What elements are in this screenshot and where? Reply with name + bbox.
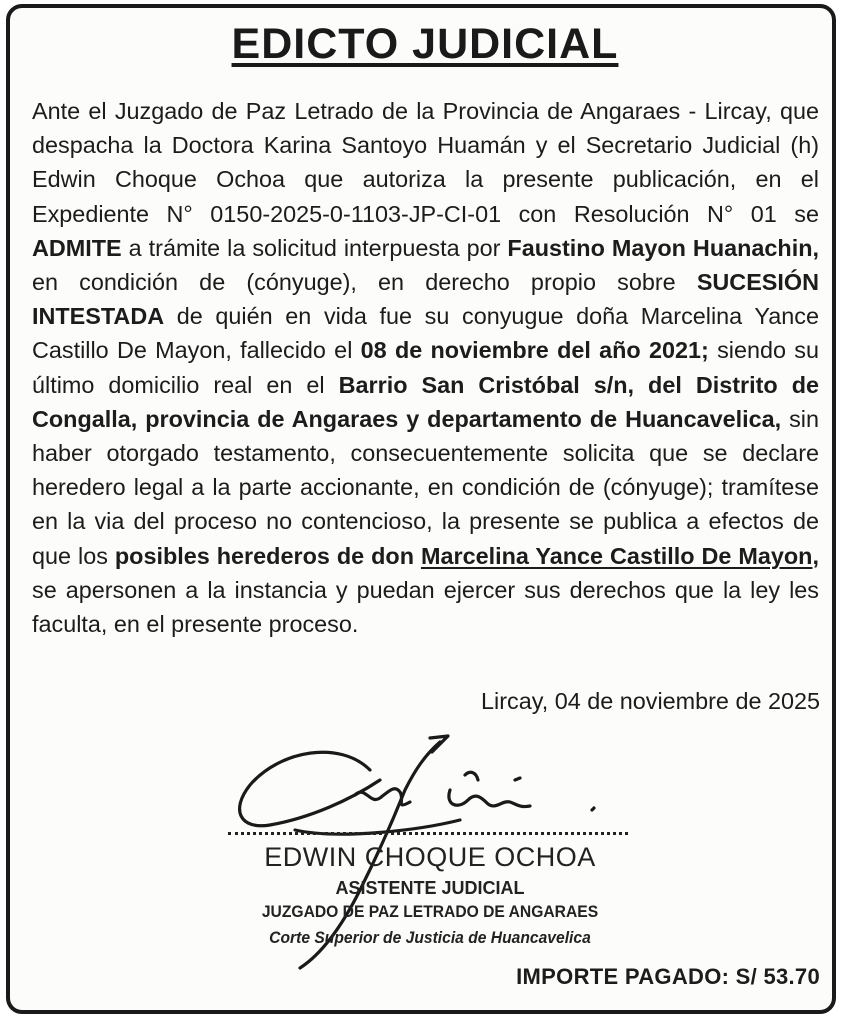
body-bold-deceased	[421, 543, 813, 569]
body-bold-sucesion: SUCESIÓN INTESTADA	[32, 269, 819, 330]
title-text: EDICTO JUDICIAL	[231, 20, 619, 68]
seal-superior-court: Corte Superior de Justicia de Huancavelica	[269, 928, 591, 947]
seal-name: EDWIN CHOQUE OCHOA	[264, 842, 596, 872]
body-bold-applicant: Faustino Mayon Huanachin,	[507, 234, 820, 261]
seal-court: JUZGADO DE PAZ LETRADO DE ANGARAES	[261, 902, 599, 921]
body-bold-address: Barrio San Cristóbal s/n, del Distrito de Congalla, provincia de Angaraes y departamento de Huancavelica,	[32, 371, 819, 432]
body-text-6: sin haber otorgado testamento, consecuentemente solicita que se declare heredero legal a la parte accionante, en condición de (cónyuge); tramítese en la via del proceso no contencioso, la presente se publica a efectos de que los	[32, 405, 820, 569]
body-bold-admite: ADMITE	[32, 234, 122, 261]
seal-dotted-line	[228, 832, 628, 835]
payment-amount: IMPORTE PAGADO: S/ 53.70	[516, 964, 820, 989]
body-text-7: se apersonen a la instancia y puedan ejercer sus derechos que la ley les faculta, en el presente proceso.	[32, 576, 819, 638]
body-bold-comma: ,	[812, 542, 819, 569]
body-text-3: en condición de (cónyuge), en derecho propio sobre	[32, 269, 697, 296]
body-text-2: a trámite la solicitud interpuesta por	[121, 234, 508, 261]
body-text-5: siendo su último domicilio real en el	[32, 337, 819, 398]
body-text-4: de quién en vida fue su conyugue doña Marcelina Yance Castillo De Mayon, fallecido el	[32, 303, 819, 364]
body-bold-date: 08 de noviembre del año 2021;	[360, 337, 709, 364]
date-line: Lircay, 04 de noviembre de 2025	[481, 688, 820, 714]
page-title	[0, 20, 850, 69]
signature-stamp	[220, 730, 640, 970]
body-text-1: Ante el Juzgado de Paz Letrado de la Provincia de Angaraes - Lircay, que despacha la Doctora Karina Santoyo Huamán y el Secretario Judicial (h) Edwin Choque Ochoa que autoriza la presente publicación, en el Expediente N° 0150-2025-0-1103-JP-CI-01 con Resolución N° 01 se	[32, 98, 819, 227]
body-underline-deceased: Marcelina Yance Castillo De Mayon	[420, 542, 813, 569]
seal-role: ASISTENTE JUDICIAL	[335, 878, 525, 898]
edict-body	[32, 94, 819, 641]
body-bold-heirs: posibles herederos de don	[114, 542, 421, 569]
